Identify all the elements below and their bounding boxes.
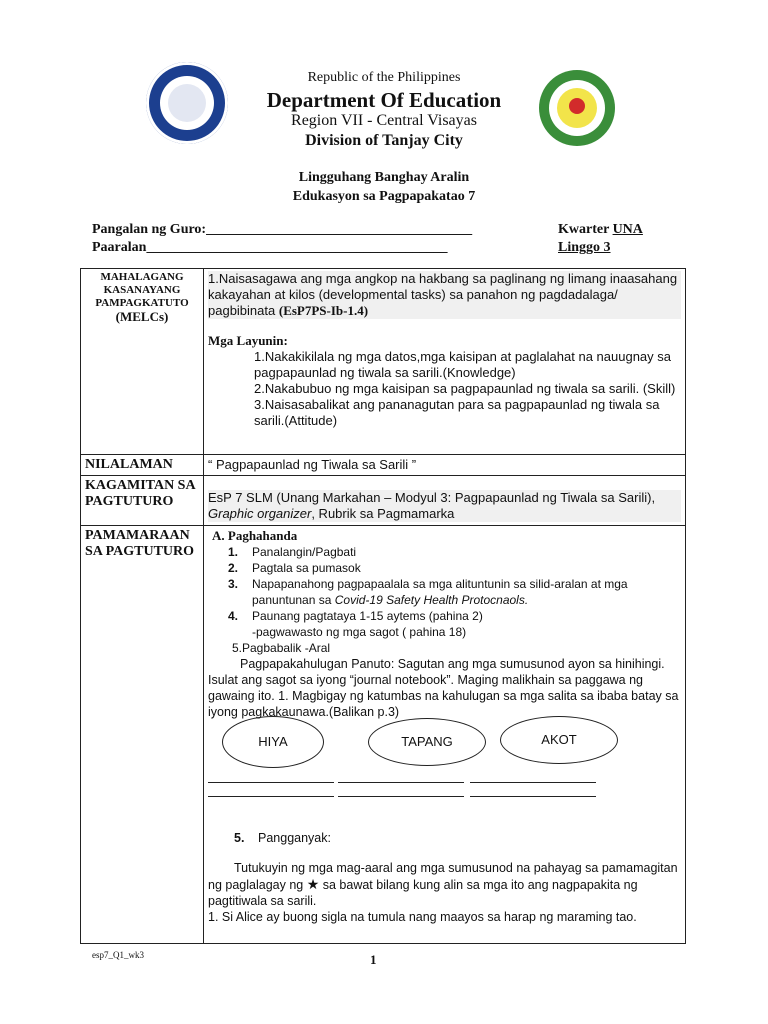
division-line: Division of Tanjay City [305, 132, 463, 149]
kagamitan-text: EsP 7 SLM (Unang Markahan – Modyul 3: Pagpapaunlad ng Tiwala sa Sarili), [208, 490, 656, 505]
region-line: Region VII - Central Visayas [291, 112, 477, 129]
melcs-label-cell [81, 269, 204, 455]
answer-line[interactable] [338, 782, 464, 783]
quarter-value: UNA [612, 222, 643, 237]
republic-line: Republic of the Philippines [307, 70, 461, 85]
objectives-title: Mga Layunin: [208, 333, 288, 348]
oval-hiya: HIYA [222, 716, 324, 768]
step-item: 1. Panalangin/Pagbati [228, 545, 357, 559]
answer-line[interactable] [208, 782, 334, 783]
teacher-name-row [92, 222, 472, 238]
step-item: 3. Napapanahong pagpapaalala sa mga alituntunin sa silid-aralan at mga panuntunan sa Covid-19 Safety Health Protocnaols. [228, 577, 628, 607]
pamamaraan-row [81, 526, 686, 944]
kagamitan-cell [204, 476, 686, 526]
answer-line[interactable] [470, 796, 596, 797]
week-label: Linggo 3 [558, 240, 611, 255]
teacher-label: Pangalan ng Guro: [92, 222, 207, 237]
step-item: 2. Pagtala sa pumasok [228, 561, 361, 575]
kagamitan-rubrik: , Rubrik sa Pagmamarka [311, 506, 455, 521]
step5-title: 5.Pagbabalik -Aral [232, 641, 331, 655]
melcs-abbr: (MELCs) [115, 309, 169, 324]
nilalaman-row [81, 455, 686, 476]
step4-sub: -pagwawasto ng mga sagot ( pahina 18) [252, 625, 467, 639]
melcs-content-cell [204, 269, 686, 455]
kagamitan-graphic-organizer: Graphic organizer [208, 506, 312, 521]
item-1: 1. Si Alice ay buong sigla na tumula nang maayos sa harap ng maraming tao. [208, 910, 637, 924]
section-a-title: A. Paghahanda [212, 528, 298, 543]
step-item: 4. Paunang pagtataya 1-15 aytems (pahina 2) [228, 609, 483, 623]
instruction-text: Pagpapakahulugan Panuto: Sagutan ang mga sumusunod ayon sa hinihingi. Isulat ang sagot sa iyong “journal notebook”. Maging malikhain sa paggawa ng gawaing ito. 1. Magbigay ng katumbas na kahulugan sa mga salita sa ibaba batay sa iyong pagkakaunawa.(Balikan p.3) [208, 657, 679, 719]
oval-akot: AKOT [500, 716, 618, 764]
nilalaman-label: NILALAMAN [81, 455, 204, 476]
plan-title: Lingguhang Banghay Aralin [298, 170, 470, 185]
objective-item: 3.Naisasabalikat ang pananagutan para sa pagpapaunlad ng tiwala sa sarili.(Attitude) [254, 397, 660, 428]
covid-protocol-text: Covid-19 Safety Health Protocnaols. [334, 593, 529, 607]
quarter-label: Kwarter [558, 222, 610, 237]
page-number: 1 [370, 952, 377, 967]
school-row [92, 240, 447, 256]
lesson-plan-table [80, 268, 686, 944]
objective-item: 1.Nakakikilala ng mga datos,mga kaisipan at paglalahat na nauugnay sa pagpapaunlad ng tiwala sa sarili.(Knowledge) [254, 349, 671, 380]
objective-item: 2.Nakabubuo ng mga kaisipan sa pagpapaunlad ng tiwala sa sarili. (Skill) [254, 381, 676, 396]
footer-code: esp7_Q1_wk3 [92, 950, 144, 960]
answer-line[interactable] [208, 796, 334, 797]
competency-code: (EsP7PS-Ib-1.4) [278, 303, 369, 318]
answer-line[interactable] [338, 796, 464, 797]
pamamaraan-cell [204, 526, 686, 944]
department-title: Department Of Education [266, 88, 502, 112]
nilalaman-value: “ Pagpapaunlad ng Tiwala sa Sarili ” [204, 455, 686, 476]
pangganyak-text: Tutukuyin ng mga mag-aaral ang mga sumusunod na pahayag sa pamamagitan ng paglalagay ng ★ sa bawat bilang kung alin sa mga ito ang nagpapakita ng pagtitiwala sa sarili. 1. Si Alice ay buong sigla na tumula nang maayos sa harap ng maraming tao. [208, 861, 678, 924]
pamamaraan-label: PAMAMARAAN SA PAGTUTURO [81, 526, 204, 944]
kagamitan-label: KAGAMITAN SA PAGTUTURO [81, 476, 204, 526]
subject-title: Edukasyon sa Pagpapakatao 7 [292, 189, 476, 204]
star-icon: ★ [306, 876, 320, 892]
kagamitan-row [81, 476, 686, 526]
melcs-label: MAHALAGANG KASANAYANG PAMPAGKATUTO [95, 271, 189, 309]
melcs-row [81, 269, 686, 455]
school-line[interactable]: ___________________________________________ [146, 240, 448, 255]
pangganyak-title: 5. Pangganyak: [234, 831, 331, 845]
teacher-name-line[interactable]: ______________________________________ [206, 222, 473, 237]
competency-text: 1.Naisasagawa ang mga angkop na hakbang sa paglinang ng limang inaasahang kakayahan at kilos (developmental tasks) sa panahon ng pagdadalaga/ pagbibinata [208, 271, 678, 318]
oval-tapang: TAPANG [368, 718, 486, 766]
quarter-row [558, 222, 643, 238]
answer-line[interactable] [470, 782, 596, 783]
school-label: Paaralan [92, 240, 147, 255]
